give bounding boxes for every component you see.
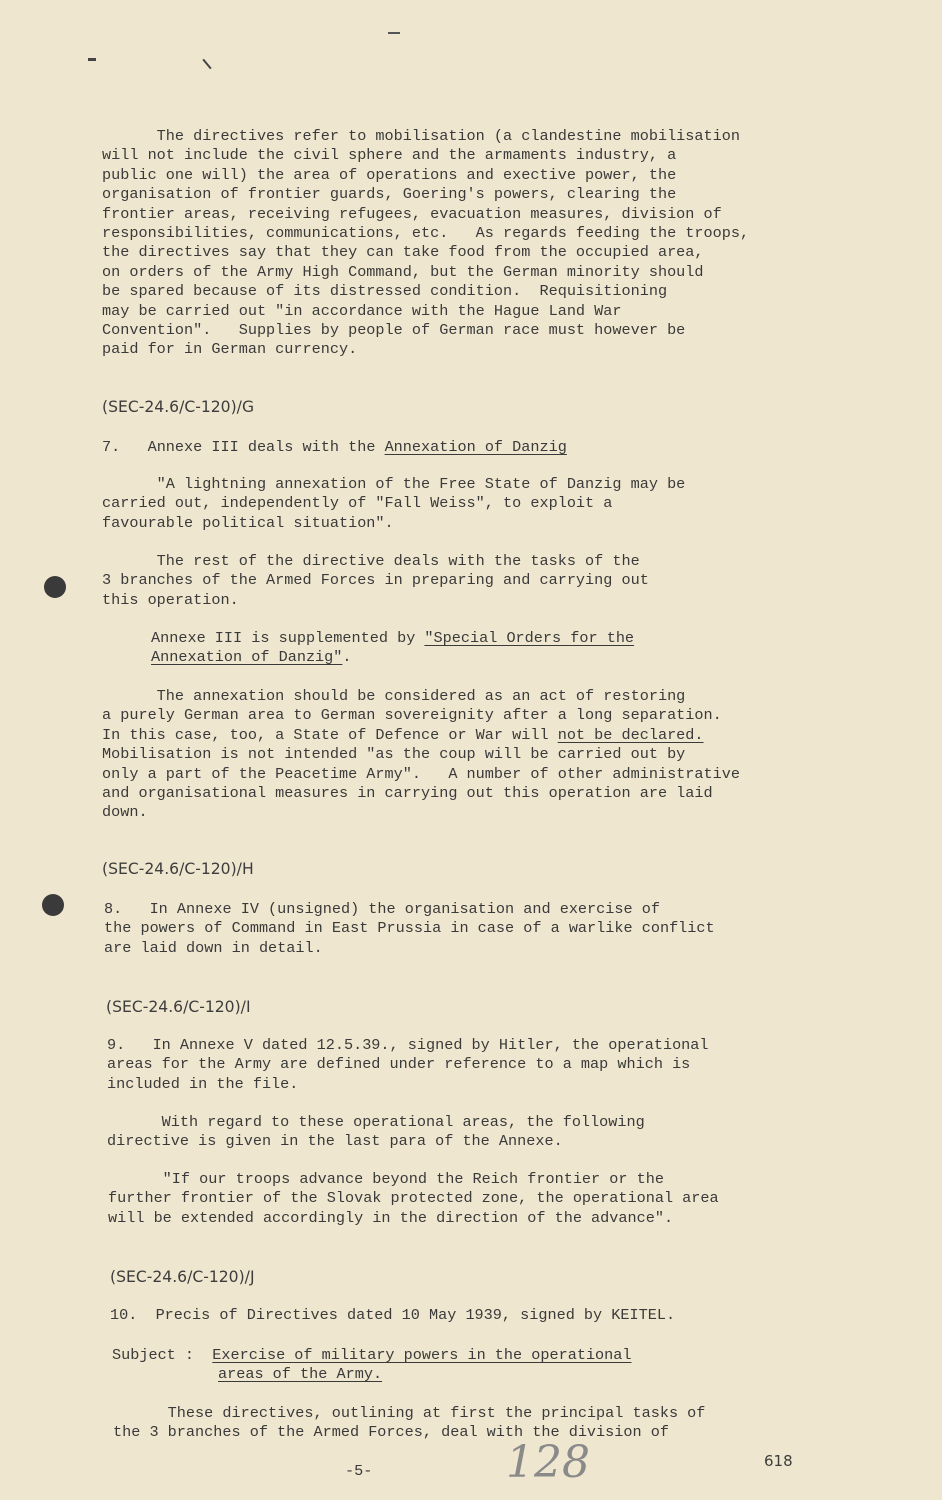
text-line: favourable political situation".	[102, 513, 394, 532]
paragraph-annexation-restoring	[102, 687, 740, 823]
text-line: "A lightning annexation of the Free State of Danzig may be	[102, 475, 686, 493]
paragraph-mobilisation	[102, 127, 749, 360]
scan-mark-top	[388, 32, 400, 34]
item-text: Annexe III deals with the	[147, 438, 376, 456]
text-line: organisation of frontier guards, Goering's powers, clearing the	[102, 185, 677, 204]
text-line: Mobilisation is not intended "as the coup will be carried out by	[102, 745, 686, 764]
paragraph-operational-areas	[107, 1113, 645, 1152]
text-line: will be extended accordingly in the direction of the advance".	[108, 1208, 674, 1227]
text-line: may be carried out "in accordance with the Hague Land War	[102, 301, 622, 320]
subject-text: Exercise of military powers in the operational	[212, 1346, 632, 1364]
underlined-phrase: not be declared.	[557, 725, 704, 744]
text-line: only a part of the Peacetime Army". A number of other administrative	[102, 764, 740, 783]
text-line: frontier areas, receiving refugees, evacuation measures, division of	[102, 204, 722, 223]
text-line: 3 branches of the Armed Forces in preparing and carrying out	[102, 571, 649, 590]
text-line: areas for the Army are defined under reference to a map which is	[107, 1055, 691, 1074]
text-line: the powers of Command in East Prussia in case of a warlike conflict	[104, 919, 715, 938]
text-line: These directives, outlining at first the principal tasks of	[113, 1404, 706, 1422]
subject-text: areas of the Army.	[218, 1365, 383, 1384]
reference-g: (SEC-24.6/C-120)/G	[102, 398, 255, 416]
text-line: included in the file.	[107, 1074, 299, 1093]
text-line: The annexation should be considered as an act of restoring	[102, 687, 686, 705]
punch-hole-1	[44, 576, 66, 598]
paragraph-troops-advance	[108, 1170, 719, 1228]
text-line	[112, 1346, 632, 1365]
text-span: .	[342, 648, 352, 667]
text-line: With regard to these operational areas, the following	[107, 1113, 645, 1131]
paragraph-directives-outline	[113, 1404, 705, 1443]
item-7	[102, 438, 567, 457]
scan-mark-left	[88, 58, 96, 61]
text-line	[102, 726, 740, 745]
text-line: further frontier of the Slovak protected zone, the operational area	[108, 1189, 719, 1208]
text-span: In this case, too, a State of Defence or War will	[102, 725, 558, 744]
underlined-title: "Special Orders for the	[424, 629, 635, 647]
scan-mark-tick	[202, 59, 211, 69]
text-line: responsibilities, communications, etc. As regards feeding the troops,	[102, 224, 750, 243]
text-line: down.	[102, 803, 148, 822]
reference-j: (SEC-24.6/C-120)/J	[110, 1268, 255, 1286]
text-line: "If our troops advance beyond the Reich frontier or the	[108, 1170, 664, 1188]
text-line: are laid down in detail.	[104, 938, 323, 957]
reference-h: (SEC-24.6/C-120)/H	[102, 860, 254, 878]
text-line: this operation.	[102, 590, 239, 609]
text-line: and organisational measures in carrying out this operation are laid	[102, 784, 713, 803]
text-line: The directives refer to mobilisation (a clandestine mobilisation	[102, 127, 740, 145]
text-line: directive is given in the last para of the Annexe.	[107, 1132, 563, 1151]
paragraph-rest-of-directive	[102, 552, 649, 610]
text-line: Convention". Supplies by people of German race must however be	[102, 321, 686, 340]
text-line: will not include the civil sphere and the armaments industry, a	[102, 146, 677, 165]
text-line	[151, 629, 634, 648]
subject-line	[112, 1346, 632, 1385]
document-number: 618	[764, 1452, 793, 1470]
reference-i: (SEC-24.6/C-120)/I	[106, 998, 251, 1016]
handwritten-folio: 128	[506, 1437, 590, 1488]
item-heading-underlined: Annexation of Danzig	[384, 438, 567, 456]
text-line: 9. In Annexe V dated 12.5.39., signed by Hitler, the operational	[107, 1036, 709, 1054]
text-line: The rest of the directive deals with the tasks of the	[102, 552, 640, 570]
item-number: 7.	[102, 438, 121, 456]
text-line: the directives say that they can take food from the occupied area,	[102, 243, 704, 262]
subject-label: Subject :	[112, 1346, 195, 1364]
item-8	[104, 900, 715, 958]
text-line	[151, 648, 634, 667]
punch-hole-2	[42, 894, 64, 916]
text-span: Annexe III is supplemented by	[151, 629, 425, 647]
text-line: paid for in German currency.	[102, 340, 358, 359]
text-line: be spared because of its distressed condition. Requisitioning	[102, 282, 668, 301]
page-number: -5-	[345, 1462, 373, 1480]
text-line: a purely German area to German sovereignity after a long separation.	[102, 706, 722, 725]
text-line: on orders of the Army High Command, but the German minority should	[102, 262, 704, 281]
text-line: public one will) the area of operations and exective power, the	[102, 165, 677, 184]
paragraph-lightning-annexation	[102, 475, 685, 533]
text-line: carried out, independently of "Fall Weiss", to exploit a	[102, 494, 613, 513]
underlined-title: Annexation of Danzig"	[151, 648, 343, 667]
item-9	[107, 1036, 709, 1094]
text-line	[112, 1365, 632, 1384]
paragraph-special-orders	[151, 629, 634, 668]
text-line: 8. In Annexe IV (unsigned) the organisation and exercise of	[104, 900, 660, 918]
item-10: 10. Precis of Directives dated 10 May 1939, signed by KEITEL.	[110, 1306, 676, 1324]
text-line: the 3 branches of the Armed Forces, deal with the division of	[113, 1423, 669, 1442]
